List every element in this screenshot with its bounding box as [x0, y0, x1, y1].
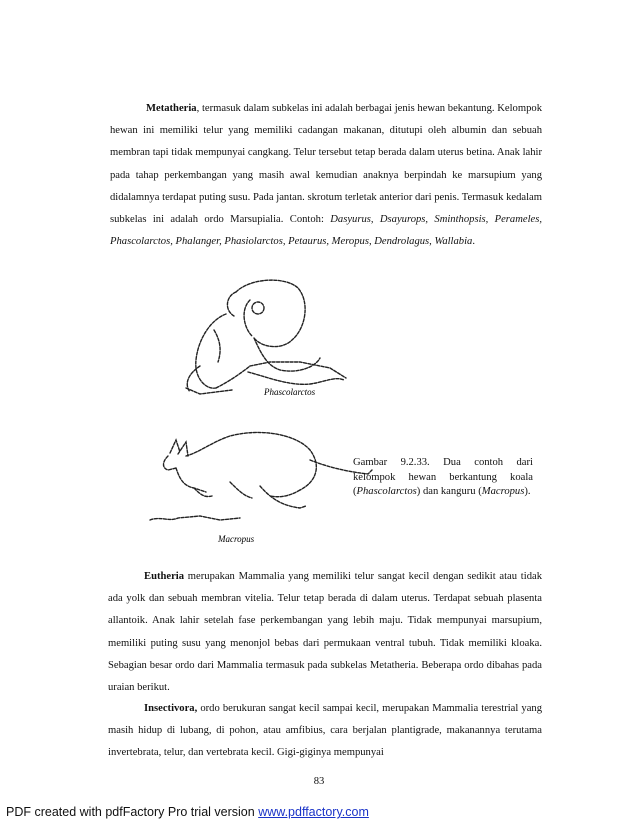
- figure-illustrations: [0, 270, 638, 560]
- insectivora-term: Insectivora,: [144, 703, 198, 714]
- kangaroo-label: Macropus: [218, 534, 255, 544]
- eutheria-text: merupakan Mammalia yang memiliki telur sangat kecil dengan sedikit atau tidak ada yolk dan sebuah membran vitelia. Telur tetap berada di dalam uterus. Terdapat sebuah plasenta allantoik. Anak lahir setelah fase perkembangan yang lebih maju. Tidak mempunyai marsupium, memiliki puting susu yang menonjol bebas dari permukaan ventral tubuh. Tidak memiliki kloaka. Sebagian besar ordo dari Mammalia termasuk pada subkelas Metatheria. Beberapa ordo dibahas pada uraian berikut.: [108, 571, 542, 694]
- caption-end: ).: [524, 486, 531, 497]
- caption-kangaroo: Macropus: [481, 486, 525, 497]
- eutheria-paragraph: [108, 566, 542, 699]
- insectivora-text: ordo berukuran sangat kecil sampai kecil, merupakan Mammalia terestrial yang masih hidup di lubang, di pohon, atau amfibius, cara berjalan plantigrade, makanannya terutama invertebrata, telur, dan vertebrata kecil. Gigi-giginya mempunyai: [108, 703, 542, 759]
- kangaroo-sketch: [150, 432, 372, 520]
- footer-link[interactable]: www.pdffactory.com: [258, 805, 369, 819]
- metatheria-text: , termasuk dalam subkelas ini adalah berbagai jenis hewan bekantung. Kelompok hewan ini memiliki telur yang memiliki cadangan makanan, ditutupi oleh albumin dan sebuah membran tapi tidak mempunyai cangkang. Telur tersebut tetap berada dalam uterus betina. Anak lahir pada tahap perkembangan yang masih awal kemudian anaknya berpindah ke marsupium yang didalamnya terdapat puting susu. Pada jantan. skrotum terletak anterior dari penis. Termasuk kedalam subkelas ini adalah ordo Marsupialia. Contoh:: [110, 103, 542, 226]
- metatheria-term: Metatheria: [146, 103, 197, 114]
- pdf-footer: [6, 805, 369, 819]
- koala-sketch: [186, 280, 346, 394]
- metatheria-paragraph: [110, 98, 542, 253]
- figure-caption: [353, 456, 533, 500]
- metatheria-genera: Dasyurus, Dsayurops, Sminthopsis, Perameles, Phascolarctos, Phalanger, Phasiolarctos, Petaurus, Meropus, Dendrolagus, Wallabia: [110, 214, 542, 248]
- footer-text: PDF created with pdfFactory Pro trial version: [6, 805, 259, 819]
- caption-koala: Phascolarctos: [356, 486, 417, 497]
- page-number: 83: [313, 776, 325, 787]
- caption-mid: ) dan kanguru (: [416, 486, 482, 497]
- metatheria-end: .: [472, 236, 475, 248]
- insectivora-paragraph: [108, 698, 542, 765]
- koala-label: Phascolarctos: [264, 387, 316, 397]
- caption-prefix: Gambar 9.2.33. Dua contoh dari kelompok hewan berkantung koala (: [353, 457, 533, 497]
- eutheria-term: Eutheria: [144, 571, 185, 582]
